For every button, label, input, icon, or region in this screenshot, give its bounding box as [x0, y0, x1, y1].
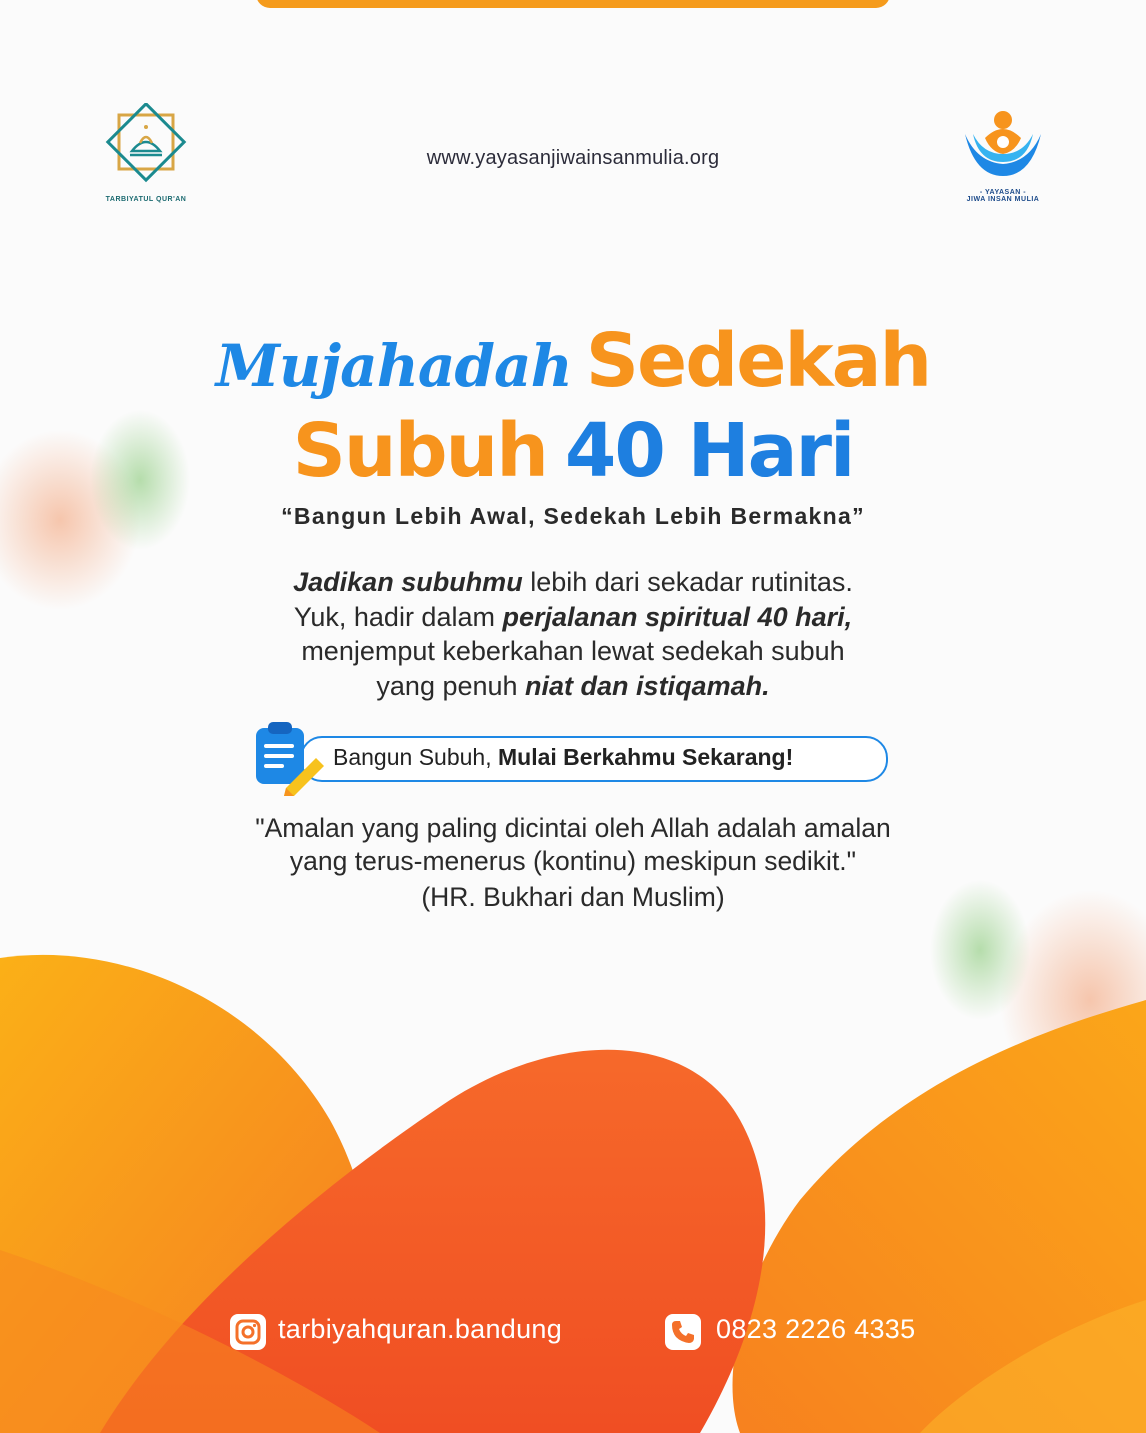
phone-icon[interactable] [665, 1314, 701, 1350]
cta-text[interactable] [333, 744, 793, 771]
tarbiyatul-quran-logo-text: TARBIYATUL QUR'AN [105, 196, 187, 203]
title-mujahadah: Mujahadah [215, 332, 572, 400]
tagline: “Bangun Lebih Awal, Sedekah Lebih Bermakna” [281, 503, 865, 529]
yayasan-jiwa-insan-mulia-logo-icon [955, 104, 1051, 184]
title-sedekah: Sedekah [585, 318, 931, 404]
hadith-quote [0, 812, 1146, 878]
top-accent-bar [256, 0, 890, 8]
title-40-hari: 40 Hari [564, 408, 854, 494]
tarbiyatul-quran-logo-icon [100, 103, 192, 189]
instagram-icon[interactable] [230, 1314, 266, 1350]
body-line-2 [0, 600, 1146, 635]
title-line-1 [0, 318, 1146, 404]
body-line-1-emphasis: Jadikan subuhmu [293, 567, 523, 597]
body-line-2-start: Yuk, hadir dalam [293, 601, 503, 632]
body-paragraph [0, 565, 1146, 703]
body-line-4-emphasis: niat dan istiqamah. [525, 670, 770, 701]
hadith-line-1: "Amalan yang paling dicintai oleh Allah adalah amalan [255, 813, 891, 843]
body-line-1 [0, 565, 1146, 600]
logo-yayasan-label: - YAYASAN - [979, 189, 1027, 196]
instagram-handle[interactable]: tarbiyahquran.bandung [278, 1314, 563, 1344]
title-line-2 [0, 408, 1146, 494]
cta-text-bold: Mulai Berkahmu Sekarang! [497, 744, 794, 770]
title-subuh: Subuh [292, 408, 547, 494]
clipboard-pencil-icon [252, 718, 332, 796]
body-line-4-start: yang penuh [376, 670, 526, 701]
body-line-4 [0, 669, 1146, 704]
body-line-2-emphasis: perjalanan spiritual 40 hari, [502, 601, 853, 632]
phone-number[interactable]: 0823 2226 4335 [716, 1314, 916, 1344]
hadith-source: (HR. Bukhari dan Muslim) [421, 882, 725, 912]
body-line-1-rest: lebih dari sekadar rutinitas. [522, 567, 853, 597]
hadith-line-2: yang terus-menerus (kontinu) meskipun sedikit." [289, 846, 857, 876]
cta-text-normal: Bangun Subuh, [333, 744, 498, 770]
logo-jiwa-insan-mulia-label: JIWA INSAN MULIA [966, 196, 1040, 203]
website-url[interactable]: www.yayasanjiwainsanmulia.org [426, 147, 720, 169]
body-line-3: menjemput keberkahan lewat sedekah subuh [301, 636, 845, 666]
yayasan-jiwa-insan-mulia-logo [955, 104, 1051, 204]
